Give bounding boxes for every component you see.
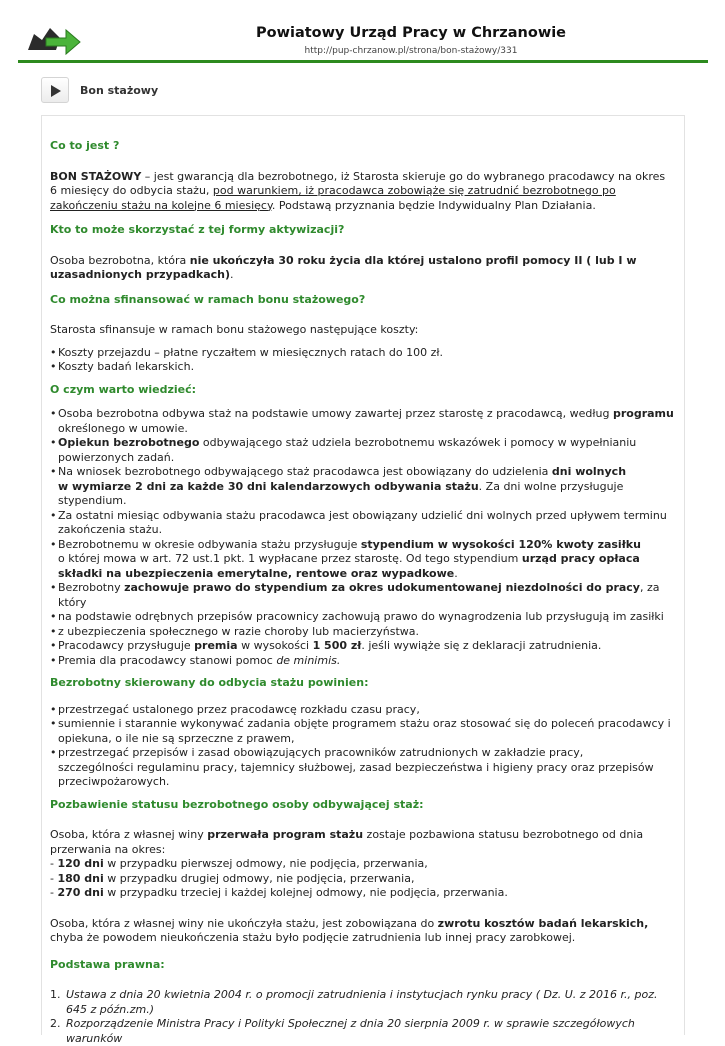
list-item: • Osoba bezrobotna odbywa staż na podstawie umowy zawartej przez starostę z pracodawcą, według programu określonego w umowie.	[50, 407, 675, 436]
list-item: • przestrzegać ustalonego przez pracodawcę rozkładu czasu pracy,	[50, 703, 675, 718]
deprivation-row: - 270 dni w przypadku trzeciej i każdej kolejnej odmowy, nie podjęcia, przerwania.	[50, 886, 508, 899]
list-item: • Opiekun bezrobotnego odbywającego staż udziela bezrobotnemu wskazówek i pomocy w wypełnianiu powierzonych zadań.	[50, 436, 675, 465]
site-title: Powiatowy Urząd Pracy w Chrzanowie	[255, 25, 567, 41]
eligibility-text: Osoba bezrobotna, która	[50, 253, 190, 267]
heading-podstawa: Podstawa prawna:	[50, 957, 165, 971]
list-item: 1. Ustawa z dnia 20 kwietnia 2004 r. o promocji zatrudnienia i instytucjach rynku pracy ( Dz. U. z 2016 r., poz. 645 z późn.zm.)	[50, 988, 658, 1016]
heading-powinien: Bezrobotny skierowany do odbycia stażu powinien:	[50, 676, 369, 689]
definition-lead: BON STAŻOWY	[50, 169, 142, 183]
list-item: • Koszty badań lekarskich.	[50, 360, 675, 375]
paragraph-refund: Osoba, która z własnej winy nie ukończyła stażu, jest zobowiązana do zwrotu kosztów badań lekarskich, chyba że powodem nieukończenia stażu było podjęcie zatrudnienia lub innej pracy zarobkowej.	[50, 916, 649, 944]
paragraph-eligibility	[50, 254, 675, 283]
list-item: • z ubezpieczenia społecznego w razie choroby lub macierzyństwa.	[50, 625, 675, 640]
page-title: Bon stażowy	[80, 84, 159, 97]
list-item: • przestrzegać przepisów i zasad obowiązujących pracowników zatrudnionych w zakładzie pracy, szczególności regulaminu pracy, tajemnicy służbowej, zasad bezpieczeństwa i higieny pracy oraz przepisów przeciwpożarowych.	[50, 746, 675, 790]
list-item: • Premia dla pracodawcy stanowi pomoc de minimis.	[50, 654, 675, 669]
list-item: • Pracodawcy przysługuje premia w wysokości 1 500 zł. jeśli wywiąże się z deklaracji zatrudnienia.	[50, 639, 675, 654]
paragraph-definition	[50, 170, 675, 214]
definition-text: – jest gwarancją dla bezrobotnego, iż Starosta skieruje go do wybranego pracodawcy na okres 6 miesięcy do odbycia stażu,	[50, 169, 666, 197]
list-item: • na podstawie odrębnych przepisów pracownicy zachowują prawo do wynagrodzenia lub przysługują im zasiłki	[50, 610, 675, 625]
list-item: • Bezrobotnemu w okresie odbywania stażu przysługuje stypendium w wysokości 120% kwoty zasiłku o której mowa w art. 72 ust.1 pkt. 1 wypłacane przez starostę. Od tego stypendium urząd pracy opłaca składki na ubezpieczenia emerytalne, rentowe oraz wypadkowe.	[50, 538, 675, 582]
legal-basis-list	[50, 988, 675, 1046]
heading-finansowanie: Co można sfinansować w ramach bonu stażowego?	[50, 292, 366, 306]
site-header	[18, 14, 708, 62]
definition-basis: . Podstawą przyznania będzie Indywidualny Plan Działania.	[271, 198, 596, 212]
page-arrow-button[interactable]	[41, 77, 69, 103]
funding-intro: Starosta sfinansuje w ramach bonu stażowego następujące koszty:	[50, 323, 419, 336]
list-item: 2. Rozporządzenie Ministra Pracy i Polityki Społecznej z dnia 20 sierpnia 2009 r. w sprawie szczegółowych warunków	[50, 1017, 635, 1045]
play-arrow-icon	[50, 84, 62, 98]
list-item: • Na wniosek bezrobotnego odbywającego staż pracodawca jest obowiązany do udzielenia dni wolnych w wymiarze 2 dni za każde 30 dni kalendarzowych odbywania stażu. Za dni wolne przysługuje stypendium.	[50, 465, 675, 509]
funding-list	[50, 346, 675, 375]
facts-list	[50, 407, 675, 668]
heading-co-to-jest: Co to jest ?	[50, 139, 120, 152]
deprivation-row: - 120 dni w przypadku pierwszej odmowy, nie podjęcia, przerwania,	[50, 857, 428, 870]
duties-list	[50, 703, 675, 790]
list-item: • Koszty przejazdu – płatne ryczałtem w miesięcznych ratach do 100 zł.	[50, 346, 675, 361]
list-item: • Bezrobotny zachowuje prawo do stypendium za okres udokumentowanej niezdolności do pracy, za który	[50, 581, 675, 610]
heading-warto: O czym warto wiedzieć:	[50, 382, 197, 396]
eligibility-end: .	[230, 268, 234, 281]
heading-pozbawienie: Pozbawienie statusu bezrobotnego osoby odbywającej staż:	[50, 797, 424, 811]
deprivation-row: - 180 dni w przypadku drugiej odmowy, nie podjęcia, przerwania,	[50, 871, 415, 885]
eligibility-condition: nie ukończyła 30 roku życia dla której ustalono profil pomocy II ( lub I w uzasadnionych przypadkach)	[50, 253, 637, 281]
article-content	[50, 139, 675, 1046]
site-url[interactable]: http://pup-chrzanow.pl/strona/bon-stażowy/331	[304, 46, 518, 56]
list-item: • Za ostatni miesiąc odbywania stażu pracodawca jest obowiązany udzielić dni wolnych przed upływem terminu zakończenia stażu.	[50, 509, 675, 538]
paragraph-deprivation: Osoba, która z własnej winy przerwała program stażu zostaje pozbawiona statusu bezrobotnego od dnia przerwania na okres:	[50, 828, 644, 856]
header-divider	[18, 60, 708, 63]
list-item: • sumiennie i starannie wykonywać zadania objęte programem stażu oraz stosować się do poleceń pracodawcy i opiekuna, o ile nie są sprzeczne z prawem,	[50, 717, 675, 746]
definition-condition: pod warunkiem, iż pracodawca zobowiąże się zatrudnić bezrobotnego po zakończeniu stażu na kolejne 6 miesięcy	[50, 184, 616, 212]
heading-kto: Kto to może skorzystać z tej formy aktywizacji?	[50, 223, 345, 236]
